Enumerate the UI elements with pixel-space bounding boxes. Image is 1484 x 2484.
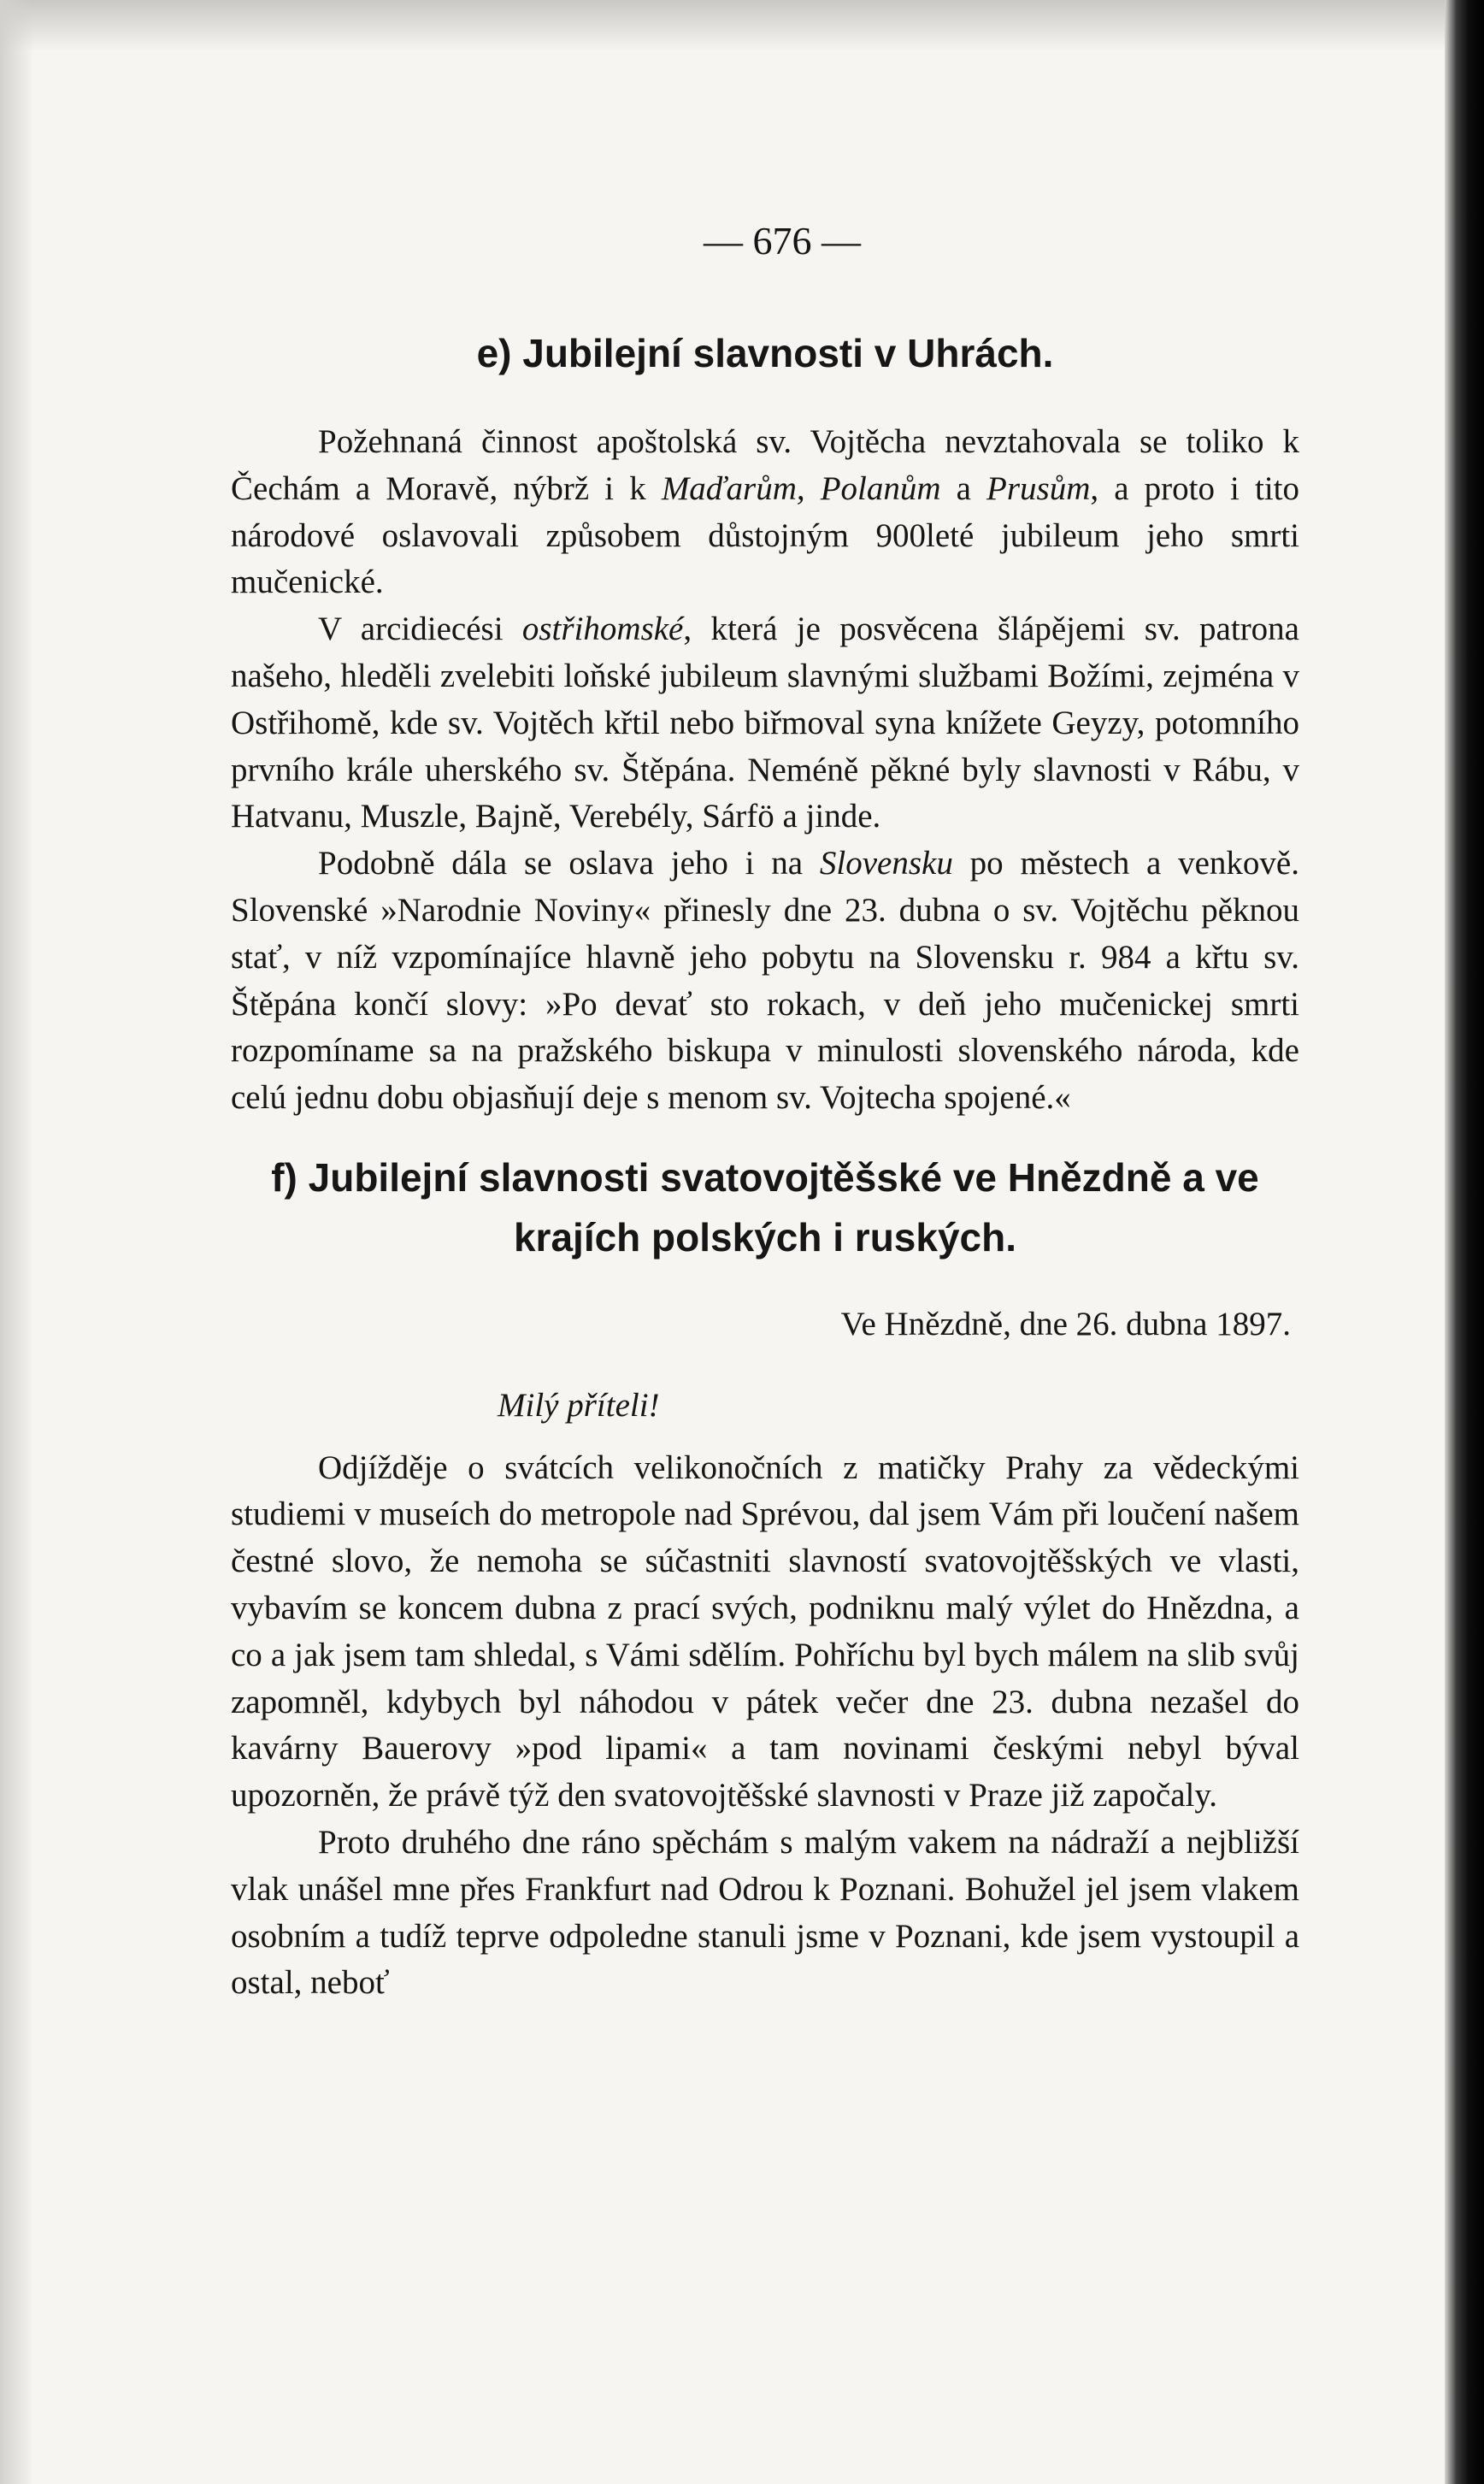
section-f-heading-line-1: f) Jubilejní slavnosti svatovojtěšské ve Hnězdně a ve (271, 1154, 1259, 1200)
section-f-heading-line-2: krajích polských i ruských. (513, 1214, 1017, 1260)
section-f-paragraph-1 (231, 1445, 1299, 1820)
section-e-paragraph-3 (231, 841, 1299, 1122)
text-run: , která je posvěcena šlápějemi sv. patrona našeho, hleděli zvelebiti loňské jubileum slavnými službami Božími, zejména v Ostřihomě, kde sv. Vojtěch křtil nebo biřmoval syna knížete Geyzy, potomního prvního krále uherského sv. Štěpána. Neméně pěkné byly slavnosti v Rábu, v Hatvanu, Muszle, Bajně, Verebély, Sárfö a jinde. (231, 611, 1299, 835)
page-number: — 676 — (704, 219, 861, 263)
section-f-heading (231, 1148, 1299, 1267)
text-run: , a proto i tito národové oslavovali způsobem důstojným 900leté jubileum jeho smrti mučenické. (231, 469, 1299, 601)
scan-shadow-left (0, 0, 34, 2484)
book-page (231, 218, 1299, 2007)
scan-shadow-top (0, 0, 1484, 51)
section-e-paragraph-1 (231, 419, 1299, 606)
section-f-paragraph-2 (231, 1820, 1299, 2007)
text-run: Proto druhého dne ráno spěchám s malým vakem na nádraží a nejbližší vlak unášel mne přes Frankfurt nad Odrou k Poznani. Bohužel jel jsem vlakem osobním a tudíž teprve odpoledne stanuli jsme v Poznani, kde jsem vystoupil a ostal, neboť (231, 1823, 1299, 2002)
italic-text-run: Slovensku (819, 845, 953, 882)
italic-text-run: Prusům (986, 469, 1091, 507)
text-run: a (940, 469, 987, 507)
text-run: Podobně dála se oslava jeho i na (318, 845, 820, 882)
italic-text-run: Maďarům, Polanům (661, 469, 941, 507)
section-e-heading: e) Jubilejní slavnosti v Uhrách. (476, 331, 1054, 375)
text-run: Požehnaná činnost apoštolská sv. Vojtěcha nevztahovala se toliko k Čechám a Moravě, nýbrž i k (231, 423, 1299, 507)
text-run: V arcidiecési (318, 611, 522, 648)
text-run: po městech a venkově. Slovenské »Narodnie Noviny« přinesly dne 23. dubna o sv. Vojtěchu pěknou stať, v níž vzpomínajíce hlavně jeho pobytu na Slovensku r. 984 a křtu sv. Štěpána končí slovy: »Po devať sto rokach, v deň jeho mučenickej smrti rozpomíname sa na pražského biskupa v minulosti slovenského národa, kde celú jednu dobu objasňují deje s menom sv. Vojtecha spojené.« (231, 845, 1299, 1117)
text-run: Odjížděje o svátcích velikonočních z matičky Prahy za vědeckými studiemi v museích do metropole nad Sprévou, dal jsem Vám při loučení našem čestné slovo, že nemoha se súčastniti slavností svatovojtěšských ve vlasti, vybavím se koncem dubna z prací svých, podniknu malý výlet do Hnězdna, a co a jak jsem tam shledal, s Vámi sdělím. Pohříchu byl bych málem na slib svůj zapomněl, kdybych byl náhodou v pátek večer dne 23. dubna nezašel do kavárny Bauerovy »pod lipami« a tam novinami českými nebyl býval upozorněn, že právě týž den svatovojtěšské slavnosti v Praze již započaly. (231, 1449, 1299, 1814)
italic-text-run: ostřihomské (521, 611, 684, 648)
letter-dateline: Ve Hnězdně, dne 26. dubna 1897. (840, 1305, 1291, 1342)
scan-edge-right (1445, 0, 1484, 2484)
section-e-paragraph-2 (231, 606, 1299, 841)
letter-salutation: Milý příteli! (498, 1386, 660, 1424)
